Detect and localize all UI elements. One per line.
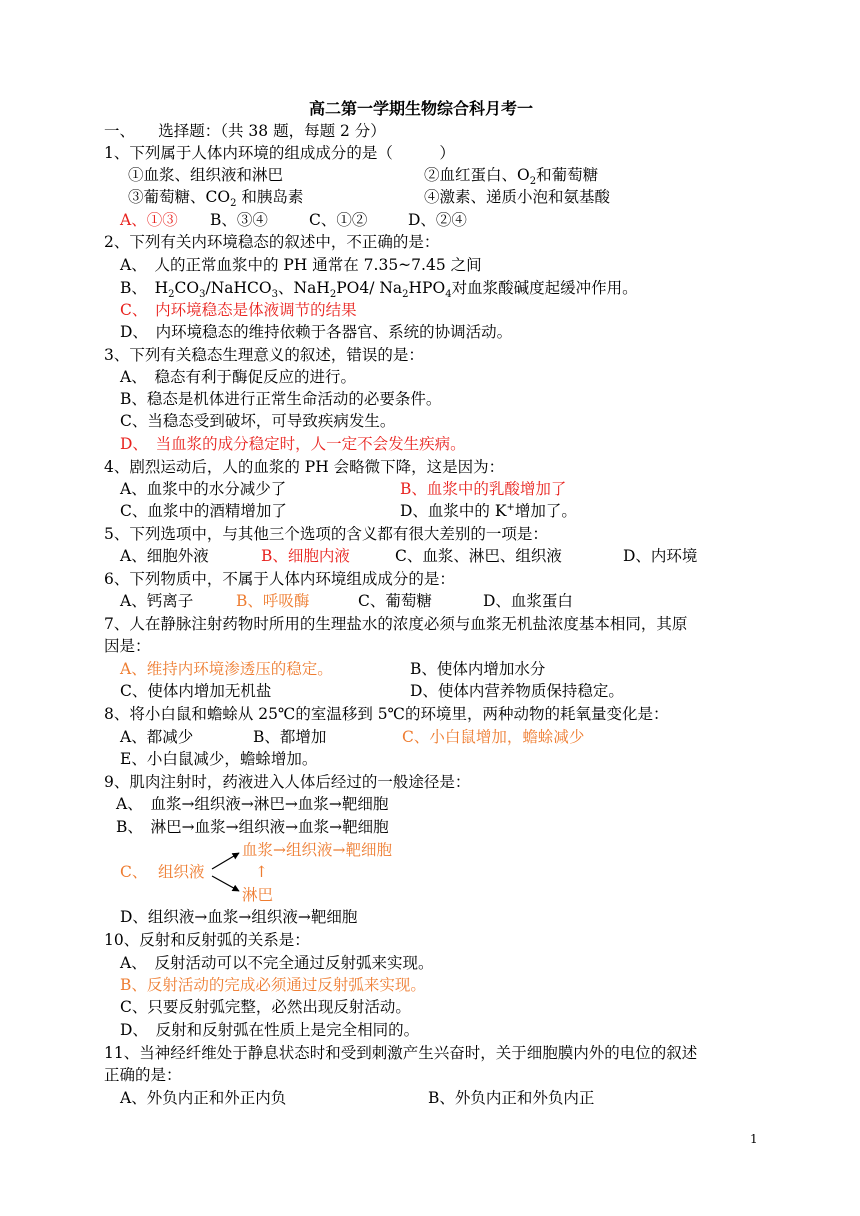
q8-option-c: C、小白鼠增加，蟾蜍减少 <box>402 728 585 746</box>
q8-option-e: E、小白鼠减少，蟾蜍增加。 <box>120 750 318 768</box>
q7-option-d: D、使体内营养物质保持稳定。 <box>410 682 624 700</box>
q9-option-c-path-bottom: 淋巴 <box>242 886 274 904</box>
q3-option-a: A、 稳态有利于酶促反应的进行。 <box>120 368 356 386</box>
q11-stem-line2: 正确的是： <box>104 1066 182 1084</box>
q2-option-c: C、 内环境稳态是体液调节的结果 <box>120 301 357 319</box>
q4-option-d: D、血浆中的 K+增加了。 <box>400 501 577 520</box>
q4-stem: 4、剧烈运动后，人的血浆的 PH 会略微下降，这是因为： <box>104 458 505 476</box>
q2-stem: 2、下列有关内环境稳态的叙述中，不正确的是： <box>104 233 440 251</box>
q2-option-b: B、 $H_2CO_3/NaHCO_3$、NaH$_2$PO4/ $Na_2HPO_4$对血浆酸碱度起缓冲作用。 <box>120 279 638 301</box>
q3-option-c: C、当稳态受到破坏，可导致疾病发生。 <box>120 412 396 430</box>
page-number: 1 <box>750 1132 758 1146</box>
q1-option-b: B、③④ <box>210 211 268 229</box>
q1-option-c: C、①② <box>309 211 368 229</box>
page-title: 高二第一学期生物综合科月考一 <box>309 99 534 118</box>
q5-option-b: B、细胞内液 <box>261 547 350 565</box>
section-heading: 一、 选择题：（共 38 题，每题 2 分） <box>104 122 386 140</box>
q5-option-c: C、血浆、淋巴、组织液 <box>395 547 562 565</box>
q7-stem-line2: 因是： <box>104 637 151 655</box>
q5-option-d: D、内环境 <box>623 547 698 565</box>
q10-option-a: A、 反射活动可以不完全通过反射弧来实现。 <box>120 954 434 972</box>
q6-option-a: A、钙离子 <box>120 592 194 610</box>
q3-option-d: D、 当血浆的成分稳定时，人一定不会发生疾病。 <box>120 435 466 453</box>
q10-option-b: B、反射活动的完成必须通过反射弧来实现。 <box>120 976 426 994</box>
q6-option-b: B、呼吸酶 <box>236 592 310 610</box>
q9-option-c-label: C、 <box>120 863 148 881</box>
q8-option-a: A、都减少 <box>120 728 194 746</box>
q11-option-b: B、外负内正和外负内正 <box>428 1089 595 1107</box>
q9-option-c-path-top: 血浆→组织液→靶细胞 <box>242 841 392 859</box>
q4-option-b: B、血浆中的乳酸增加了 <box>400 480 567 498</box>
q6-stem: 6、下列物质中，不属于人体内环境组成成分的是： <box>104 570 455 588</box>
q6-option-d: D、血浆蛋白 <box>483 592 573 610</box>
q5-stem: 5、下列选项中，与其他三个选项的含义都有很大差别的一项是： <box>104 525 548 543</box>
arrow-down-right-icon <box>212 876 239 891</box>
q9-option-d: D、组织液→血浆→组织液→靶细胞 <box>120 908 358 926</box>
q9-option-b: B、 淋巴→血浆→组织液→血浆→靶细胞 <box>116 818 389 836</box>
q8-option-b: B、都增加 <box>253 728 327 746</box>
q6-option-c: C、葡萄糖 <box>358 592 432 610</box>
q9-option-c-up-arrow: ↑ <box>255 863 268 881</box>
q1-item-2: ②血红蛋白、$O_2$和葡萄糖 <box>424 166 599 188</box>
q10-stem: 10、反射和反射弧的关系是： <box>104 931 310 949</box>
q11-option-a: A、外负内正和外正内负 <box>120 1089 287 1107</box>
q1-item-4: ④激素、递质小泡和氨基酸 <box>424 188 611 206</box>
q9-option-a: A、 血浆→组织液→淋巴→血浆→靶细胞 <box>116 795 389 813</box>
q2-option-a: A、 人的正常血浆中的 PH 通常在 7.35~7.45 之间 <box>120 256 482 274</box>
q4-option-c: C、血浆中的酒精增加了 <box>120 502 287 520</box>
q1-option-a: A、①③ <box>120 211 178 229</box>
q11-stem-line1: 11、当神经纤维处于静息状态时和受到刺激产生兴奋时，关于细胞膜内外的电位的叙述 <box>104 1044 698 1062</box>
q9-option-c-start: 组织液 <box>158 863 205 881</box>
arrow-up-right-icon <box>212 853 239 869</box>
q7-stem-line1: 7、人在静脉注射药物时所用的生理盐水的浓度必须与血浆无机盐浓度基本相同，其原 <box>104 615 688 633</box>
q10-option-c: C、只要反射弧完整，必然出现反射活动。 <box>120 998 411 1016</box>
q3-option-b: B、稳态是机体进行正常生命活动的必要条件。 <box>120 390 442 408</box>
q1-option-d: D、②④ <box>408 211 467 229</box>
q1-item-3: ③葡萄糖、$CO_2$ 和胰岛素 <box>128 188 304 210</box>
q7-option-a: A、维持内环境渗透压的稳定。 <box>120 660 333 678</box>
q7-option-b: B、使体内增加水分 <box>410 660 546 678</box>
q9-stem: 9、肌肉注射时，药液进入人体后经过的一般途径是： <box>104 773 471 791</box>
q7-option-c: C、使体内增加无机盐 <box>120 682 272 700</box>
q8-stem: 8、将小白鼠和蟾蜍从 25℃的室温移到 5℃的环境里，两种动物的耗氧量变化是： <box>104 705 669 723</box>
q5-option-a: A、细胞外液 <box>120 547 209 565</box>
q10-option-d: D、 反射和反射弧在性质上是完全相同的。 <box>120 1021 420 1039</box>
q4-option-a: A、血浆中的水分减少了 <box>120 480 287 498</box>
q1-stem: 1、下列属于人体内环境的组成成分的是（ ） <box>104 144 455 162</box>
q3-stem: 3、下列有关稳态生理意义的叙述，错误的是： <box>104 346 424 364</box>
q1-item-1: ①血浆、组织液和淋巴 <box>128 166 284 184</box>
q2-option-d: D、 内环境稳态的维持依赖于各器官、系统的协调活动。 <box>120 323 513 341</box>
